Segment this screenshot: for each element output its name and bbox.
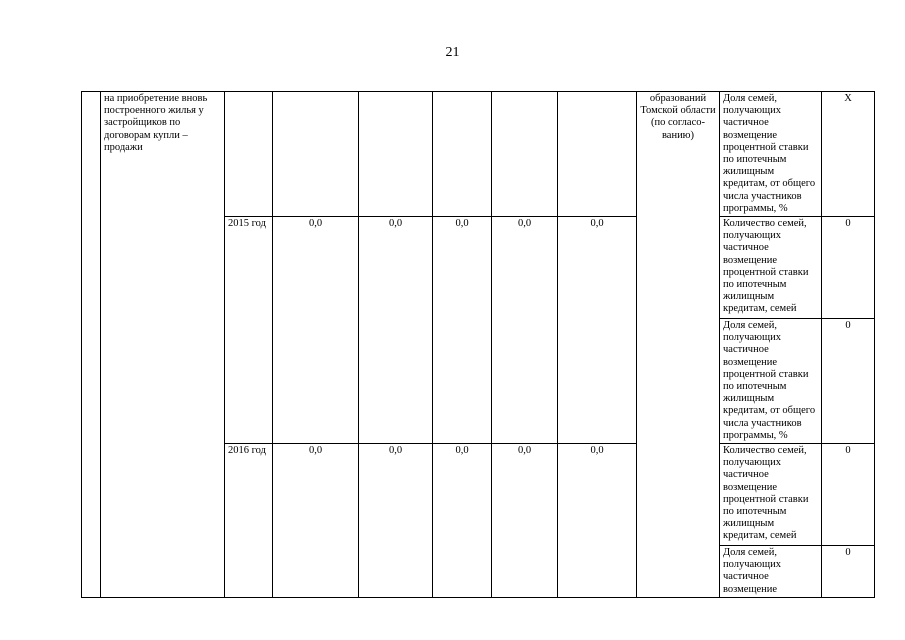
- page-number: 21: [445, 45, 460, 60]
- value-cell: 0,0: [558, 217, 637, 444]
- measure-name-cell: на приобретение вновь построенного жилья у застройщиков по договорам купли – продажи: [101, 92, 225, 598]
- target-value-cell: 0: [822, 444, 875, 546]
- value-cell: [359, 92, 433, 217]
- year-cell: 2016 год: [225, 444, 273, 598]
- value-cell: [492, 92, 558, 217]
- target-value-cell: 0: [822, 217, 875, 319]
- year-cell: 2015 год: [225, 217, 273, 444]
- value-cell: 0,0: [359, 217, 433, 444]
- target-value-cell: 0: [822, 319, 875, 444]
- target-value-cell: X: [822, 92, 875, 217]
- indicator-cell: Количество семей, получающих частичное возмещение процентной ставки по ипотечным жилищным кредитам, семей: [720, 444, 822, 546]
- value-cell: [273, 92, 359, 217]
- year-cell: [225, 92, 273, 217]
- indicator-cell: Количество семей, получающих частичное возмещение процентной ставки по ипотечным жилищным кредитам, семей: [720, 217, 822, 319]
- value-cell: 0,0: [359, 444, 433, 598]
- value-cell: 0,0: [433, 444, 492, 598]
- value-cell: 0,0: [492, 217, 558, 444]
- indicator-cell: Доля семей, получающих частичное возмещение процентной ставки по ипотечным жилищным кредитам, от общего числа участников программы, %: [720, 92, 822, 217]
- table-row: [82, 92, 875, 217]
- value-cell: 0,0: [273, 217, 359, 444]
- target-value-cell: 0: [822, 546, 875, 598]
- value-cell: 0,0: [492, 444, 558, 598]
- program-table: [81, 91, 875, 598]
- indicator-cell: Доля семей, получающих частичное возмещение процентной ставки по ипотечным жилищным кредитам, от общего числа участников программы, %: [720, 319, 822, 444]
- indicator-cell: Доля семей, получающих частичное возмещение: [720, 546, 822, 598]
- index-cell: [82, 92, 101, 598]
- value-cell: [558, 92, 637, 217]
- value-cell: 0,0: [273, 444, 359, 598]
- executor-cell: образований Томской области (по согласо-ванию): [637, 92, 720, 598]
- value-cell: 0,0: [433, 217, 492, 444]
- value-cell: [433, 92, 492, 217]
- value-cell: 0,0: [558, 444, 637, 598]
